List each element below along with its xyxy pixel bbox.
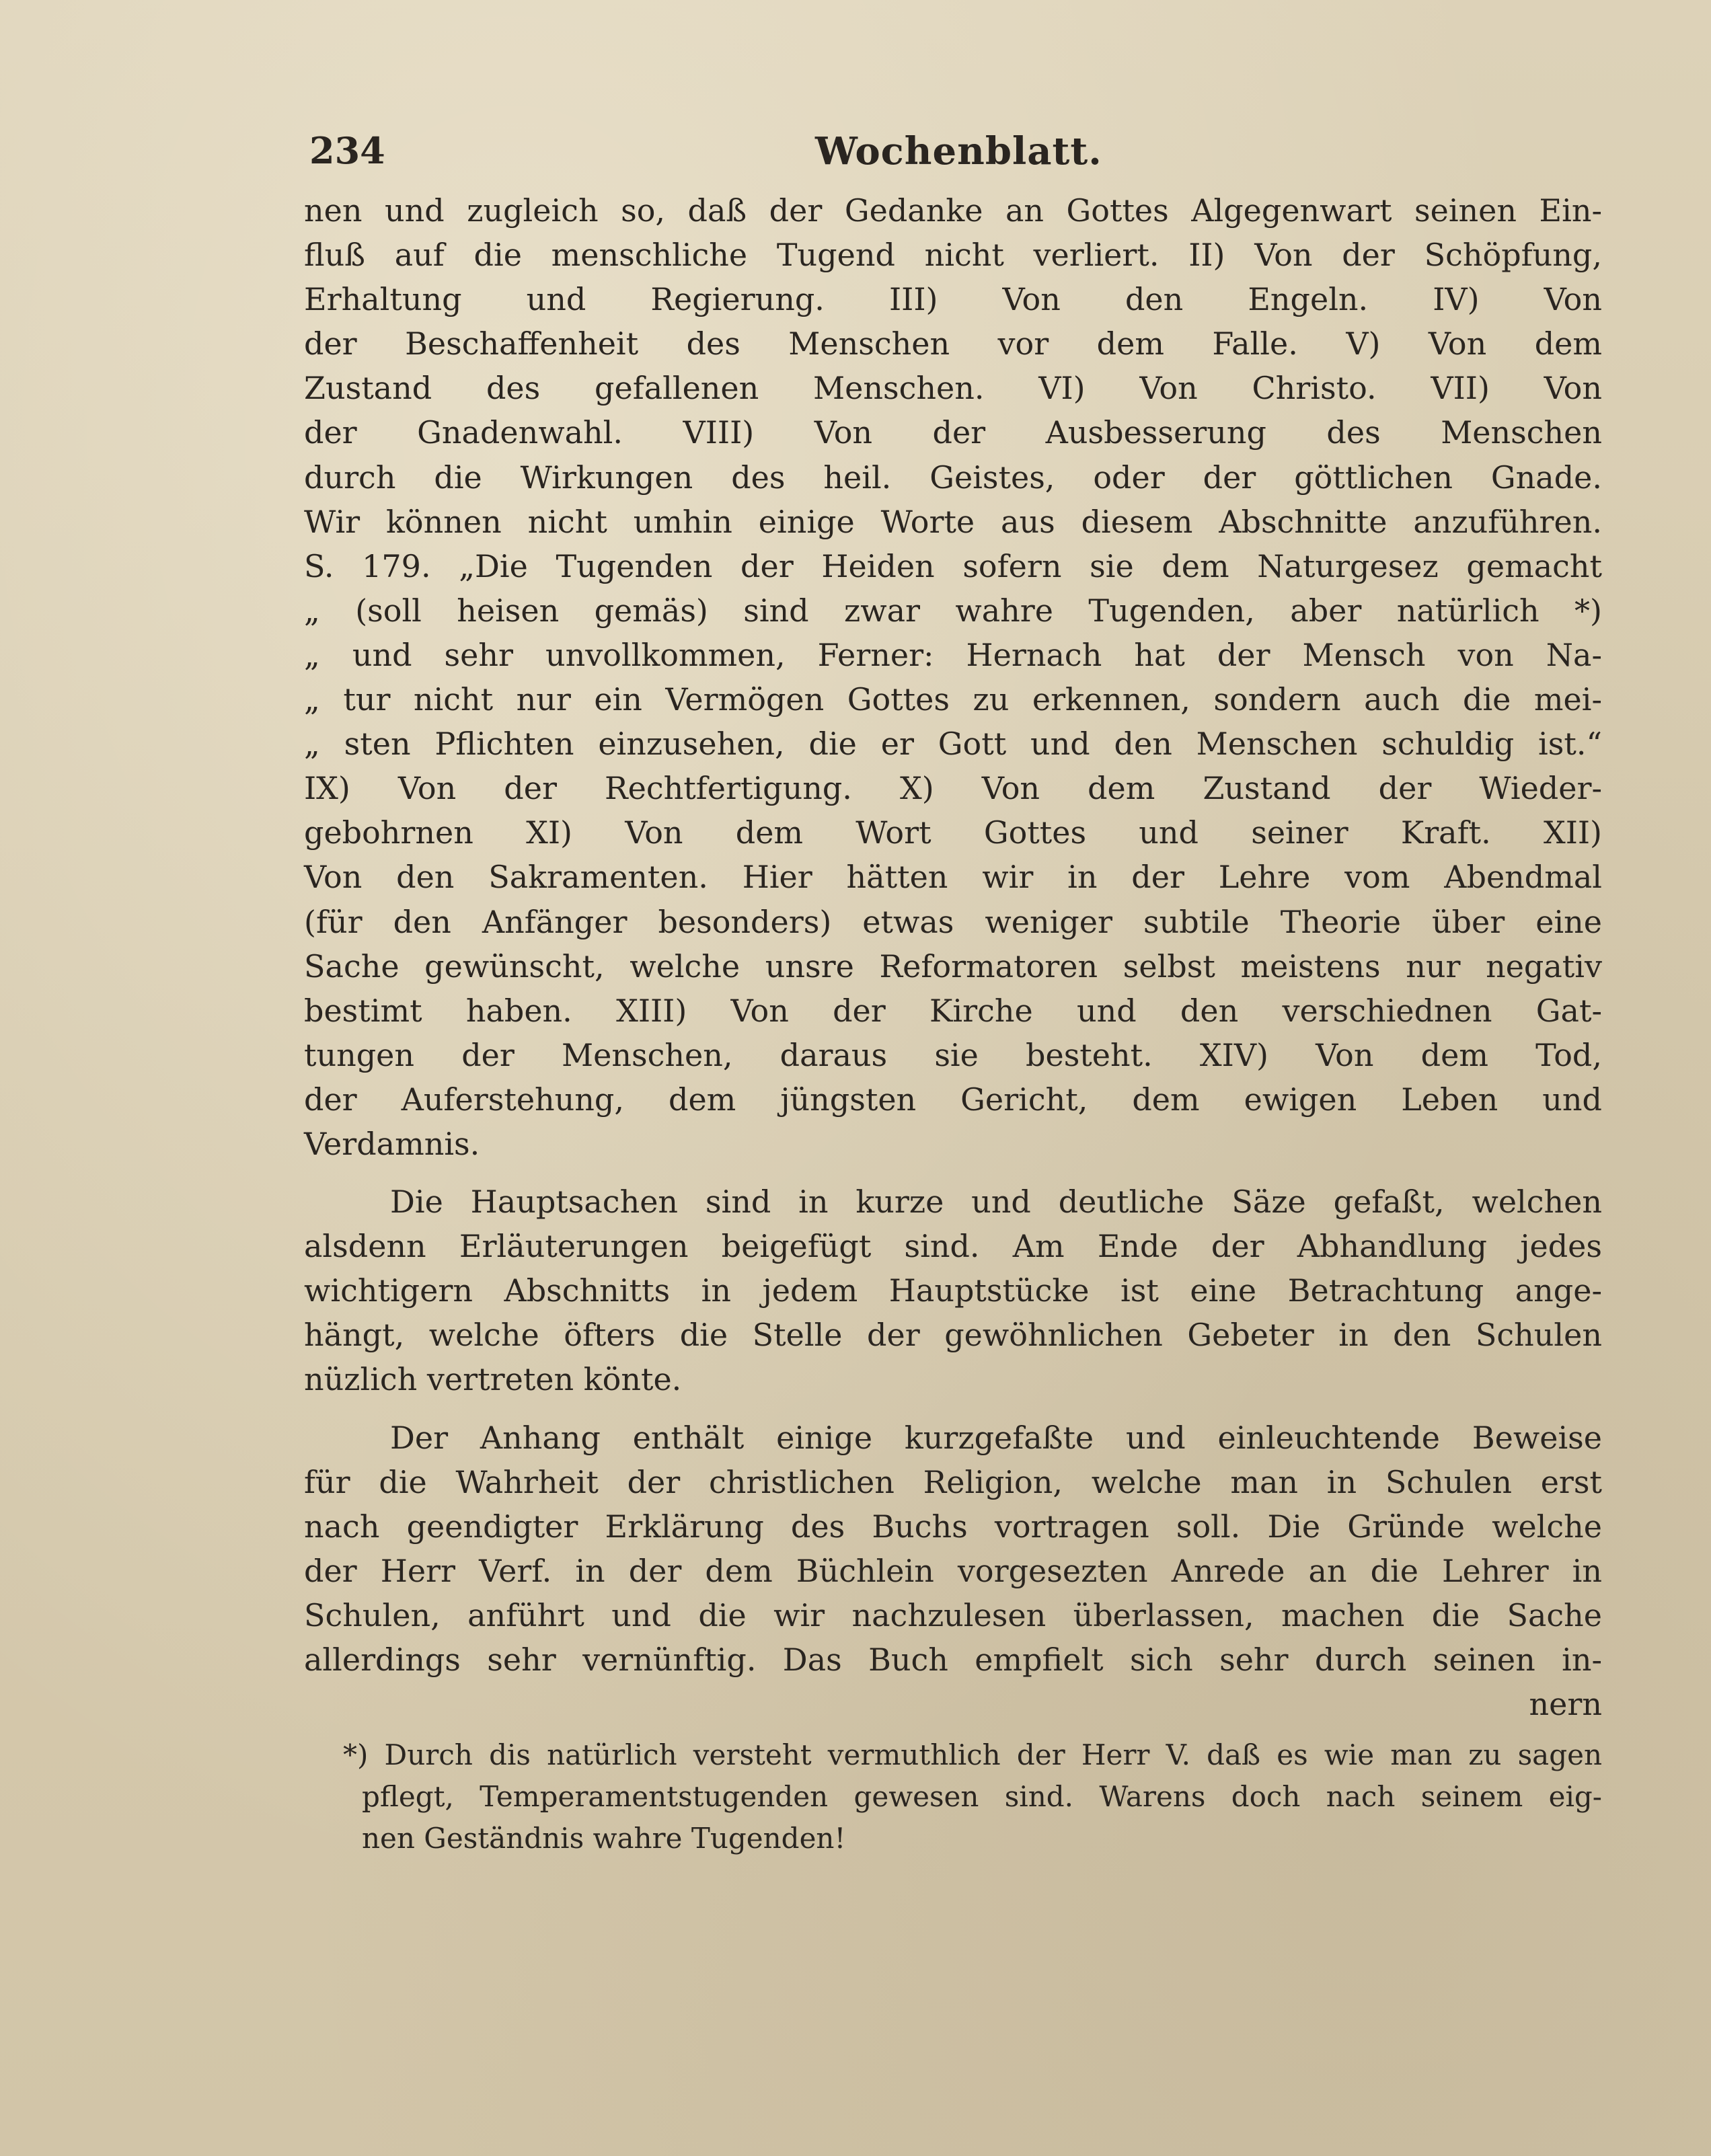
text-line: Wir können nicht umhin einige Worte aus diesem Abschnitte anzuführen. bbox=[304, 503, 1602, 540]
text-line: „ (soll heisen gemäs) sind zwar wahre Tugenden, aber natürlich *) bbox=[304, 592, 1602, 629]
footnote bbox=[304, 1734, 1602, 1859]
text-line: für die Wahrheit der christlichen Religion, welche man in Schulen erst bbox=[304, 1463, 1602, 1500]
text-line: der Herr Verf. in der dem Büchlein vorgesezten Anrede an die Lehrer in bbox=[304, 1552, 1602, 1589]
paragraph-1 bbox=[304, 188, 1602, 1166]
text-line: Die Hauptsachen sind in kurze und deutliche Säze gefaßt, welchen bbox=[390, 1184, 1602, 1221]
footnote-line: pflegt, Temperamentstugenden gewesen sind. Warens doch nach seinem eig- bbox=[362, 1780, 1602, 1814]
text-line: Verdamnis. bbox=[304, 1125, 480, 1162]
footnote-line: *) Durch dis natürlich versteht vermuthlich der Herr V. daß es wie man zu sagen bbox=[343, 1738, 1602, 1772]
text-line: Sache gewünscht, welche unsre Reformatoren selbst meistens nur negativ bbox=[304, 948, 1602, 985]
text-line: „ tur nicht nur ein Vermögen Gottes zu erkennen, sondern auch die mei- bbox=[304, 681, 1602, 718]
page-number: 234 bbox=[309, 129, 385, 172]
footnote-line: nen Geständnis wahre Tugenden! bbox=[362, 1822, 846, 1855]
text-line: IX) Von der Rechtfertigung. X) Von dem Zustand der Wieder- bbox=[304, 770, 1602, 807]
text-line: bestimt haben. XIII) Von der Kirche und den verschiednen Gat- bbox=[304, 992, 1602, 1029]
text-line: Zustand des gefallenen Menschen. VI) Von Christo. VII) Von bbox=[304, 370, 1602, 407]
text-line: „ und sehr unvollkommen, Ferner: Hernach hat der Mensch von Na- bbox=[304, 636, 1602, 673]
page-header bbox=[304, 121, 1602, 182]
text-line: der Gnadenwahl. VIII) Von der Ausbesserung des Menschen bbox=[304, 414, 1602, 451]
text-line: (für den Anfänger besonders) etwas weniger subtile Theorie über eine bbox=[304, 903, 1602, 940]
text-line: alsdenn Erläuterungen beigefügt sind. Am Ende der Abhandlung jedes bbox=[304, 1228, 1602, 1265]
text-line: wichtigern Abschnitts in jedem Hauptstücke ist eine Betrachtung ange- bbox=[304, 1272, 1602, 1309]
text-line: gebohrnen XI) Von dem Wort Gottes und seiner Kraft. XII) bbox=[304, 814, 1602, 851]
catchword: nern bbox=[1529, 1686, 1602, 1723]
text-line: durch die Wirkungen des heil. Geistes, oder der göttlichen Gnade. bbox=[304, 459, 1602, 496]
text-line: der Beschaffenheit des Menschen vor dem Falle. V) Von dem bbox=[304, 325, 1602, 362]
text-line: nüzlich vertreten könte. bbox=[304, 1361, 682, 1398]
text-block bbox=[304, 121, 1602, 1859]
text-line: allerdings sehr vernünftig. Das Buch empfielt sich sehr durch seinen in- bbox=[304, 1642, 1602, 1678]
running-title: Wochenblatt. bbox=[815, 129, 1102, 174]
text-line: Von den Sakramenten. Hier hätten wir in der Lehre vom Abendmal bbox=[304, 859, 1602, 896]
text-line: Erhaltung und Regierung. III) Von den Engeln. IV) Von bbox=[304, 281, 1602, 318]
text-line: S. 179. „Die Tugenden der Heiden sofern sie dem Naturgesez gemacht bbox=[304, 547, 1602, 584]
text-line: nach geendigter Erklärung des Buchs vortragen soll. Die Gründe welche bbox=[304, 1508, 1602, 1545]
paragraph-2 bbox=[304, 1180, 1602, 1401]
text-line: der Auferstehung, dem jüngsten Gericht, dem ewigen Leben und bbox=[304, 1081, 1602, 1118]
text-line: hängt, welche öfters die Stelle der gewöhnlichen Gebeter in den Schulen bbox=[304, 1317, 1602, 1354]
text-line: fluß auf die menschliche Tugend nicht verliert. II) Von der Schöpfung, bbox=[304, 237, 1602, 274]
text-line: nen und zugleich so, daß der Gedanke an Gottes Algegenwart seinen Ein- bbox=[304, 192, 1602, 229]
text-line: „ sten Pflichten einzusehen, die er Gott und den Menschen schuldig ist.“ bbox=[304, 726, 1602, 763]
text-line: Schulen, anführt und die wir nachzulesen überlassen, machen die Sache bbox=[304, 1596, 1602, 1633]
text-line: Der Anhang enthält einige kurzgefaßte und einleuchtende Beweise bbox=[390, 1419, 1602, 1456]
text-line: tungen der Menschen, daraus sie besteht. XIV) Von dem Tod, bbox=[304, 1036, 1602, 1073]
paragraph-3 bbox=[304, 1416, 1602, 1727]
